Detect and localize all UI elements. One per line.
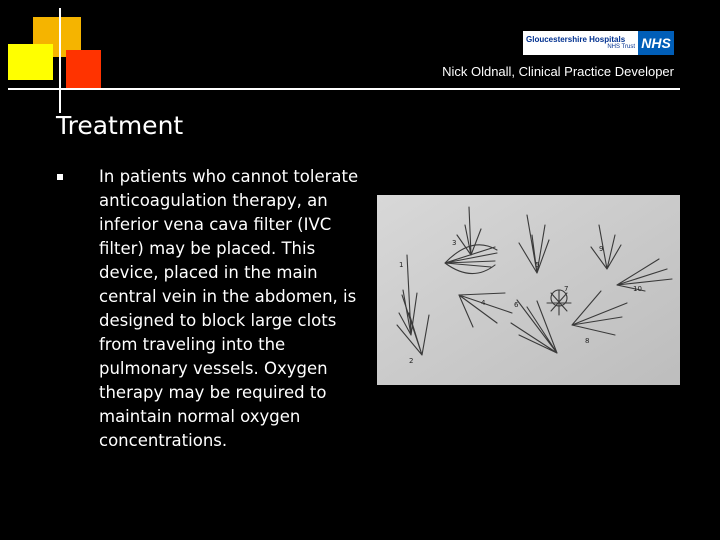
figure-label: 4 — [481, 299, 486, 307]
bullet-text: In patients who cannot tolerate anticoagulation therapy, an inferior vena cava filter (IVC filter) may be placed. This device, placed in the main central vein in the abdomen, is designed to block large clots from traveling into the pulmonary vessels. Oxygen therapy may be required to maintain normal oxygen concentrations. — [99, 167, 359, 450]
logo-trust-label: NHS Trust — [607, 44, 635, 50]
figure-label: 1 — [399, 261, 404, 269]
nhs-badge: NHS — [638, 31, 674, 55]
bullet-item — [57, 165, 367, 453]
yellow-square-decoration — [8, 44, 53, 80]
vertical-rule — [59, 8, 61, 113]
figure-label: 6 — [514, 301, 519, 309]
logo-trust-name: Gloucestershire Hospitals — [526, 35, 626, 44]
nhs-trust-logo — [523, 31, 674, 55]
figure-label: 3 — [452, 239, 457, 247]
red-square-decoration — [66, 50, 101, 88]
figure-label: 7 — [564, 285, 569, 293]
header-rule — [8, 88, 680, 90]
figure-label: 8 — [585, 337, 590, 345]
slide-author: Nick Oldnall, Clinical Practice Developer — [442, 64, 674, 79]
bullet-square-icon — [57, 174, 63, 180]
slide-title: Treatment — [56, 111, 184, 140]
figure-label: 5 — [535, 261, 540, 269]
logo-text-block — [523, 31, 638, 55]
ivc-filter-photo — [377, 195, 680, 385]
figure-label: 10 — [633, 285, 642, 293]
bullet-list — [57, 165, 367, 453]
figure-label: 9 — [599, 245, 604, 253]
figure-label: 2 — [409, 357, 414, 365]
